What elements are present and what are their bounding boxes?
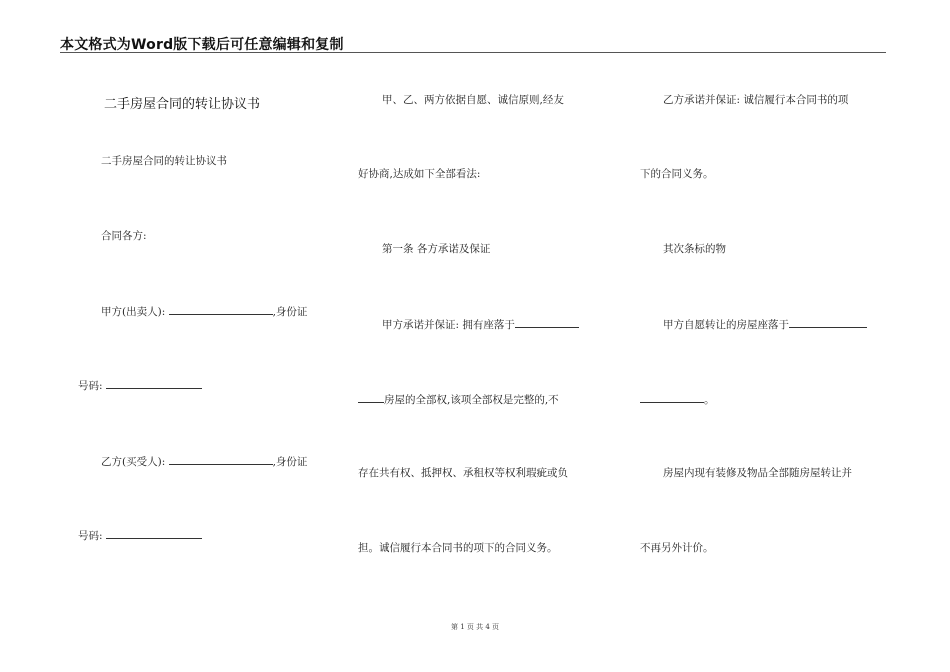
transfer-location-blank bbox=[789, 317, 867, 328]
ownership-text: 房屋的全部权,该项全部权是完整的,不 bbox=[384, 394, 559, 406]
section-1-heading: 第一条 各方承诺及保证 bbox=[382, 243, 491, 255]
document-subtitle: 二手房屋合同的转让协议书 bbox=[101, 155, 227, 167]
transfer-location-text: 甲方自愿转让的房屋座落于 bbox=[663, 319, 789, 331]
party-a-label: 甲方(出卖人): bbox=[101, 306, 166, 318]
party-b-id-label: 号码: bbox=[78, 530, 103, 542]
party-b-label: 乙方(买受人): bbox=[101, 456, 166, 468]
party-b-name-blank bbox=[169, 454, 273, 465]
property-blank-continued bbox=[358, 392, 384, 403]
col3-line-4 bbox=[663, 317, 867, 332]
party-a-id-line bbox=[78, 378, 202, 393]
document-title: 二手房屋合同的转让协议书 bbox=[104, 97, 261, 112]
col3-line-5 bbox=[640, 392, 715, 407]
parties-label: 合同各方: bbox=[101, 230, 147, 242]
property-location-blank bbox=[515, 317, 579, 328]
party-b-line bbox=[101, 454, 307, 469]
header-divider bbox=[60, 52, 886, 53]
col3-line-6: 房屋内现有装修及物品全部随房屋转让并 bbox=[663, 467, 852, 479]
col2-line-7: 担。诚信履行本合同书的项下的合同义务。 bbox=[358, 542, 558, 554]
section-2-heading: 其次条标的物 bbox=[663, 243, 726, 255]
col2-line-1: 甲、乙、两方依据自愿、诚信原则,经友 bbox=[382, 94, 564, 106]
party-a-guarantee-text: 甲方承诺并保证: 拥有座落于 bbox=[382, 319, 515, 331]
party-b-id-line bbox=[78, 528, 202, 543]
document-header-title: 本文格式为Word版下载后可任意编辑和复制 bbox=[60, 37, 344, 53]
transfer-location-blank-continued bbox=[640, 392, 704, 403]
col2-line-2: 好协商,达成如下全部看法: bbox=[358, 168, 481, 180]
col2-line-6: 存在共有权、抵押权、承租权等权利瑕疵或负 bbox=[358, 467, 568, 479]
party-a-suffix: ,身份证 bbox=[272, 306, 308, 318]
party-b-id-blank bbox=[106, 528, 202, 539]
transfer-period: 。 bbox=[704, 394, 715, 406]
page-number: 第 1 页 共 4 页 bbox=[450, 623, 500, 631]
party-a-id-label: 号码: bbox=[78, 380, 103, 392]
party-a-line bbox=[101, 304, 307, 319]
party-a-id-blank bbox=[106, 378, 202, 389]
party-a-name-blank bbox=[169, 304, 273, 315]
col3-line-7: 不再另外计价。 bbox=[640, 542, 714, 554]
col2-line-4 bbox=[382, 317, 579, 332]
col3-line-2: 下的合同义务。 bbox=[640, 168, 714, 180]
party-b-suffix: ,身份证 bbox=[272, 456, 308, 468]
col2-line-5 bbox=[358, 392, 559, 407]
col3-line-1: 乙方承诺并保证: 诚信履行本合同书的项 bbox=[663, 94, 849, 106]
